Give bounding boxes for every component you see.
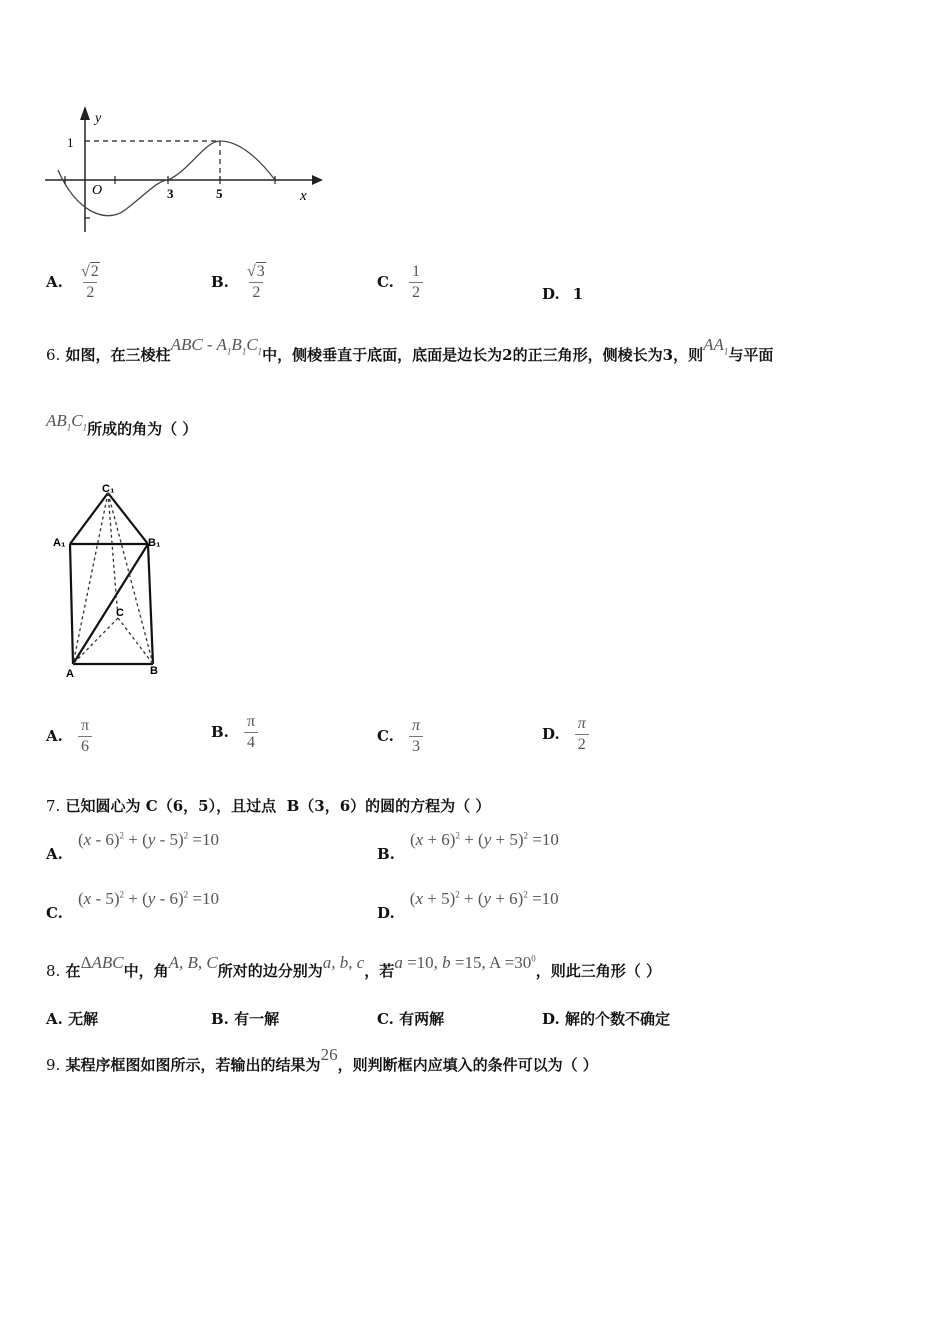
q8-option-d[interactable]: D. 解的个数不确定 — [542, 1010, 670, 1028]
origin-label: O — [92, 183, 103, 198]
q6-option-a[interactable]: A. $\frac{\pi}{6}$ — [46, 716, 92, 757]
prism-figure — [50, 478, 190, 683]
x-tick-3: 3 — [167, 186, 174, 201]
q6-option-d[interactable]: D. $\frac{\pi}{2}$ — [542, 714, 589, 755]
question-8: 8. 在ΔABC中，角A, B, C所对的边分别为a, b, c，若a =10, b =15, $A =30^0$，则此三角形（ ） — [46, 953, 661, 980]
vertex-c: C — [116, 607, 124, 619]
sine-curve — [58, 141, 275, 216]
vertex-b1: B₁ — [148, 537, 161, 549]
q7-option-a[interactable]: A. (x - 6)$^2$ + (y - 5)$^2$ =10 — [46, 830, 219, 863]
q7-option-d[interactable]: D. $(x + 5)^2 + (y + 6)^2 =10$ — [377, 889, 559, 922]
q7-option-b[interactable]: B. $(x + 6)^2 + (y + 5)^2 =10$ — [377, 830, 559, 863]
y-tick-1: 1 — [67, 135, 74, 150]
q5-option-a[interactable]: A. $\frac{√2}{2}$ — [46, 262, 103, 303]
vertex-b: B — [150, 665, 158, 677]
sine-graph — [40, 100, 330, 240]
q6-option-b[interactable]: B. $\frac{\pi}{4}$ — [211, 712, 258, 753]
q8-option-b[interactable]: B. 有一解 — [211, 1010, 280, 1028]
x-axis — [45, 175, 323, 185]
fraction-sqrt2-over-2: $\frac{√2}{2}$ — [80, 263, 99, 301]
vertex-c1: C₁ — [102, 483, 115, 495]
q5-option-b[interactable]: B. $\frac{√3}{2}$ — [211, 262, 269, 303]
x-tick-5: 5 — [216, 186, 223, 201]
question-7: 7. 已知圆心为 C（6，5），且过点 B（3，6）的圆的方程为（ ） — [46, 797, 491, 815]
question-6-line2: $AB_1C_1$所成的角为（ ） — [46, 411, 198, 438]
q7-option-c[interactable]: C. (x - 5)$^2$ + (y - 6)$^2$ =10 — [46, 889, 220, 922]
q8-option-a[interactable]: A. 无解 — [46, 1010, 99, 1028]
vertex-a: A — [66, 668, 74, 680]
x-axis-label: x — [300, 188, 307, 204]
fraction-1-over-2: $\frac{1}{2}$ — [409, 262, 423, 303]
question-9: 9. 某程序框图如图所示，若输出的结果为26，则判断框内应填入的条件可以为（ ） — [46, 1045, 598, 1074]
q5-option-c[interactable]: C. $\frac{1}{2}$ — [377, 262, 423, 303]
y-axis-label: y — [95, 111, 102, 126]
fraction-sqrt3-over-2: $\frac{√3}{2}$ — [247, 263, 265, 301]
vertex-a1: A₁ — [53, 537, 66, 549]
q6-option-c[interactable]: C. $\frac{\pi}{3}$ — [377, 716, 423, 757]
y-axis — [80, 106, 90, 232]
q5-option-d[interactable]: D. 1 — [542, 285, 584, 303]
q8-option-c[interactable]: C. 有两解 — [377, 1010, 445, 1028]
question-6-line1: 6. 如图，在三棱柱ABC - $A_1B_1C_1$中，侧棱垂直于底面，底面是边长为2的正三角形，侧棱长为3，则$AA_1$与平面 — [46, 335, 774, 364]
